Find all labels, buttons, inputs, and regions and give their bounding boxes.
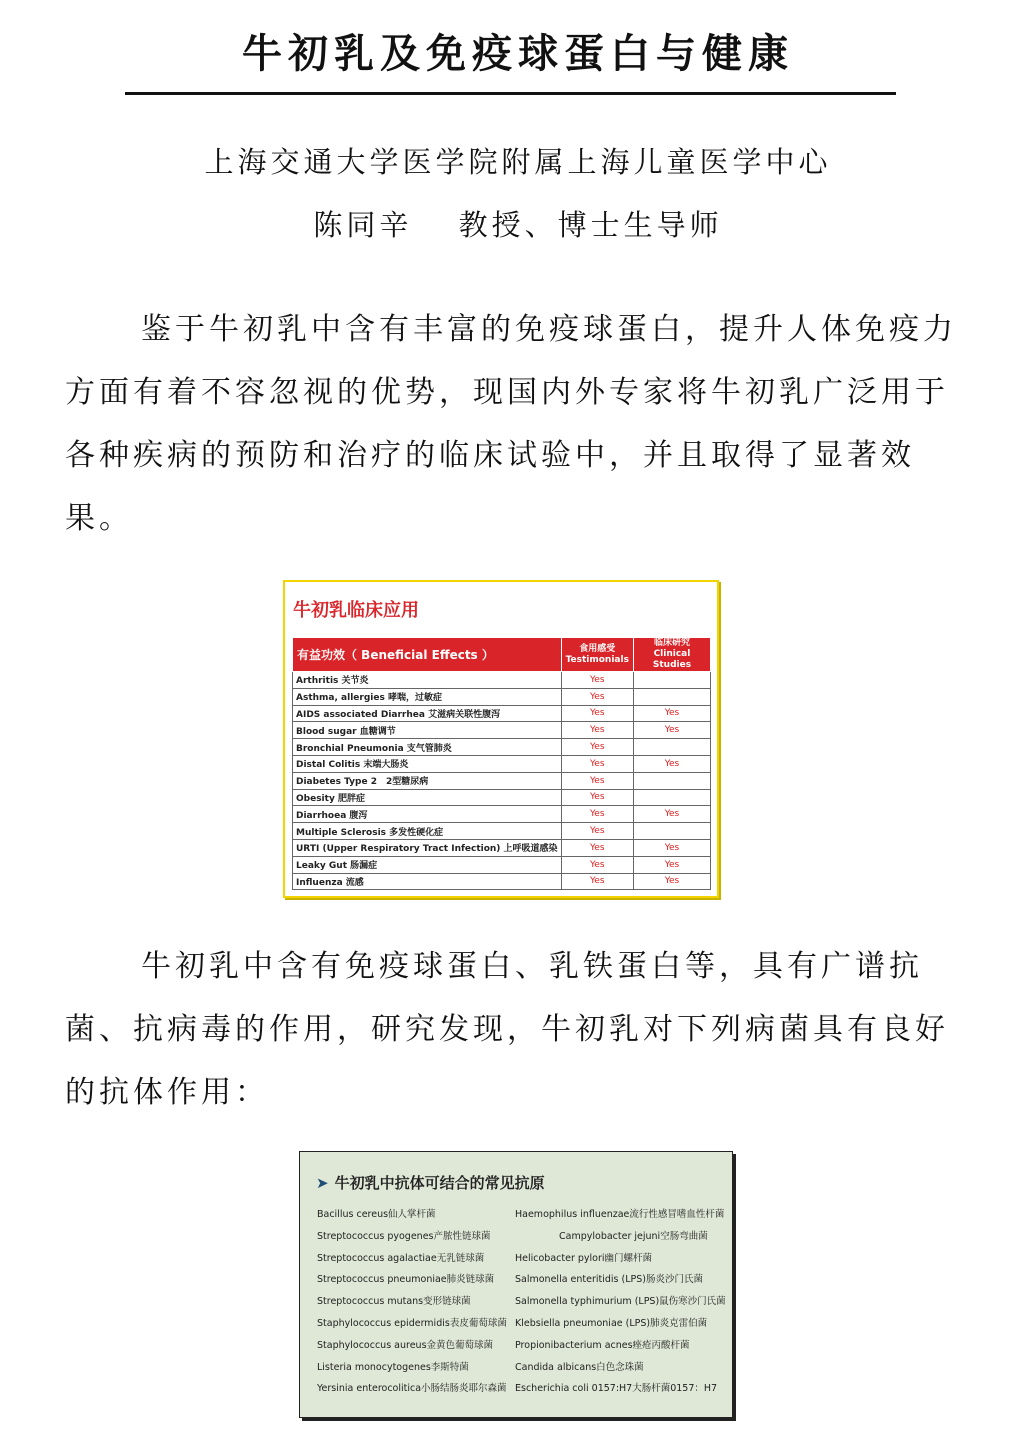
clinical-table [292,637,711,890]
clinical-cell [633,823,710,840]
testimonials-cell: Yes [561,672,633,689]
antigen-item: Listeria monocytogenes李斯特菌 [317,1361,469,1373]
clinical-table-body [293,672,711,890]
antigen-item: Staphylococcus aureus金黄色葡萄球菌 [317,1339,494,1351]
effect-cell: Obesity 肥胖症 [293,789,562,806]
header-testimonials-cn: 食用感受 [579,643,616,654]
paragraph-2 [65,935,965,1124]
table-row [293,755,711,772]
testimonials-cell: Yes [561,789,633,806]
author-line: 陈同辛 教授、博士生导师 [313,208,723,242]
testimonials-cell: Yes [561,722,633,739]
table-row [293,789,711,806]
antigen-item: Yersinia enterocolitica小肠结肠炎耶尔森菌 [317,1383,507,1395]
header-clinical-cn: 临床研究 [653,638,690,648]
clinical-cell: Yes [633,722,710,739]
clinical-cell [633,739,710,756]
antigen-item: Helicobacter pylori幽门螺杆菌 [515,1252,653,1264]
antigens-figure [299,1151,733,1418]
testimonials-cell: Yes [561,688,633,705]
antigen-item: Bacillus cereus仙人掌杆菌 [317,1209,436,1220]
paragraph-1-text: 鉴于牛初乳中含有丰富的免疫球蛋白，提升人体免疫力方面有着不容忽视的优势，现国内外专家将牛初乳广泛用于各种疾病的预防和治疗的临床试验中，并且取得了显著效果。 [65,312,957,536]
testimonials-cell: Yes [561,739,633,756]
antigen-item: Propionibacterium acnes痤疮丙酸杆菌 [515,1339,690,1351]
figure1-title: 牛初乳临床应用 [293,600,419,621]
figure2-title-text: 牛初乳中抗体可结合的常见抗原 [334,1174,545,1192]
effect-cell: Diabetes Type 2 2型糖尿病 [293,772,562,789]
header-effects: 有益功效（ Beneficial Effects ） [293,638,562,672]
antigen-item: Salmonella enteritidis (LPS)肠炎沙门氏菌 [515,1274,703,1286]
clinical-cell: Yes [633,873,710,890]
clinical-cell [633,672,710,689]
clinical-applications-figure [283,580,719,898]
antigen-item: Streptococcus pneumoniae肺炎链球菌 [317,1274,495,1286]
testimonials-cell: Yes [561,772,633,789]
table-row [293,856,711,873]
effect-cell: Arthritis 关节炎 [293,672,562,689]
antigen-item: Streptococcus pyogenes产脓性链球菌 [317,1230,491,1242]
header-clinical-en: Clinical Studies [652,649,692,670]
figure2-title [316,1172,545,1193]
antigen-item: Staphylococcus epidermidis表皮葡萄球菌 [317,1318,507,1329]
effect-cell: Multiple Sclerosis 多发性硬化症 [293,823,562,840]
antigen-item: Campylobacter jejuni空肠弯曲菌 [559,1230,708,1242]
testimonials-cell: Yes [561,839,633,856]
testimonials-cell: Yes [561,823,633,840]
antigen-item: Streptococcus mutans变形链球菌 [317,1296,471,1308]
clinical-cell: Yes [633,705,710,722]
antigen-item: Streptococcus agalactiae无乳链球菌 [317,1252,485,1264]
table-row [293,705,711,722]
header-testimonials-en: Testimonials [565,654,629,665]
clinical-cell [633,789,710,806]
effect-cell: Bronchial Pneumonia 支气管肺炎 [293,739,562,756]
header-clinical [633,638,710,672]
arrow-icon: ➤ [316,1174,329,1192]
antigen-item: Candida albicans白色念珠菌 [515,1361,644,1373]
table-row [293,672,711,689]
effect-cell: Asthma, allergies 哮喘，过敏症 [293,688,562,705]
testimonials-cell: Yes [561,856,633,873]
antigen-item: Escherichia coli 0157:H7大肠杆菌0157：H7 [515,1383,718,1395]
clinical-cell: Yes [633,755,710,772]
effect-cell: Leaky Gut 肠漏症 [293,856,562,873]
table-row [293,722,711,739]
antigen-item: Salmonella typhimurium (LPS)鼠伤寒沙门氏菌 [515,1296,726,1308]
table-row [293,772,711,789]
testimonials-cell: Yes [561,806,633,823]
clinical-cell: Yes [633,839,710,856]
table-row [293,823,711,840]
effect-cell: Influenza 流感 [293,873,562,890]
document-title: 牛初乳及免疫球蛋白与健康 [242,31,794,77]
testimonials-cell: Yes [561,705,633,722]
clinical-cell: Yes [633,806,710,823]
testimonials-cell: Yes [561,755,633,772]
header-testimonials [561,638,633,672]
effect-cell: AIDS associated Diarrhea 艾滋病关联性腹泻 [293,705,562,722]
antigen-item: Klebsiella pneumoniae (LPS)肺炎克雷伯菌 [515,1318,708,1329]
testimonials-cell: Yes [561,873,633,890]
antigen-item: Haemophilus influenzae流行性感冒嗜血性杆菌 [515,1209,725,1220]
clinical-cell [633,772,710,789]
clinical-cell [633,688,710,705]
clinical-cell: Yes [633,856,710,873]
affiliation: 上海交通大学医学院附属上海儿童医学中心 [204,145,832,179]
effect-cell: Distal Colitis 末端大肠炎 [293,755,562,772]
table-row [293,688,711,705]
table-row [293,839,711,856]
table-row [293,806,711,823]
effect-cell: Diarrhoea 腹泻 [293,806,562,823]
table-row [293,873,711,890]
paragraph-2-text: 牛初乳中含有免疫球蛋白、乳铁蛋白等，具有广谱抗菌、抗病毒的作用，研究发现，牛初乳对下列病菌具有良好的抗体作用： [65,949,949,1110]
paragraph-1 [65,298,965,550]
table-row [293,739,711,756]
effect-cell: URTI (Upper Respiratory Tract Infection) 上呼吸道感染 [293,839,562,856]
title-divider [125,92,896,95]
effect-cell: Blood sugar 血糖调节 [293,722,562,739]
